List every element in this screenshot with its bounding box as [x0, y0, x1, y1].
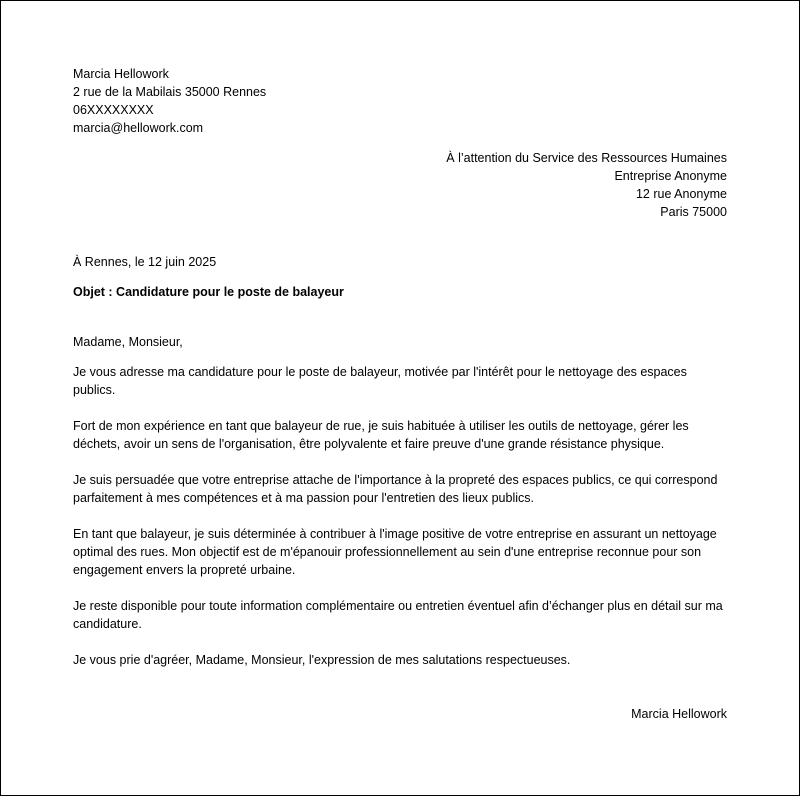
recipient-attention: À l’attention du Service des Ressources Humaines	[446, 151, 727, 165]
recipient-city: Paris 75000	[660, 205, 727, 219]
body-paragraph: Je vous prie d'agréer, Madame, Monsieur, l'expression de mes salutations respectueuses.	[73, 653, 571, 667]
sender-block	[73, 65, 727, 137]
sender-name: Marcia Hellowork	[73, 67, 169, 81]
body-paragraph: Je suis persuadée que votre entreprise attache de l'importance à la propreté des espaces publics, ce qui correspond parfaitement à mes compétences et à ma passion pour l'entretien des lieux publics.	[73, 473, 718, 505]
letter-signature: Marcia Hellowork	[631, 707, 727, 721]
body-paragraph: Je reste disponible pour toute information complémentaire ou entretien éventuel afin d’échanger plus en détail sur ma candidature.	[73, 599, 723, 631]
body-paragraph: Je vous adresse ma candidature pour le poste de balayeur, motivée par l'intérêt pour le nettoyage des espaces publics.	[73, 365, 687, 397]
recipient-street: 12 rue Anonyme	[635, 187, 727, 201]
letter-body	[73, 363, 727, 669]
recipient-block	[73, 149, 727, 221]
letter-subject: Objet : Candidature pour le poste de balayeur	[73, 285, 344, 299]
sender-address: 2 rue de la Mabilais 35000 Rennes	[73, 85, 267, 99]
letter-date: À Rennes, le 12 juin 2025	[73, 255, 217, 269]
letter-salutation: Madame, Monsieur,	[73, 335, 183, 349]
recipient-company: Entreprise Anonyme	[614, 169, 727, 183]
sender-email: marcia@hellowork.com	[73, 121, 204, 135]
body-paragraph: En tant que balayeur, je suis déterminée à contribuer à l'image positive de votre entreprise en assurant un nettoyage optimal des rues. Mon objectif est de m'épanouir professionnellement au sein d'une entreprise reconnue pour son engagement envers la propreté urbaine.	[73, 527, 717, 577]
body-paragraph: Fort de mon expérience en tant que balayeur de rue, je suis habituée à utiliser les outils de nettoyage, gérer les déchets, avoir un sens de l'organisation, être polyvalente et faire preuve d'une grande résistance physique.	[73, 419, 689, 451]
sender-phone: 06XXXXXXXX	[73, 103, 154, 117]
